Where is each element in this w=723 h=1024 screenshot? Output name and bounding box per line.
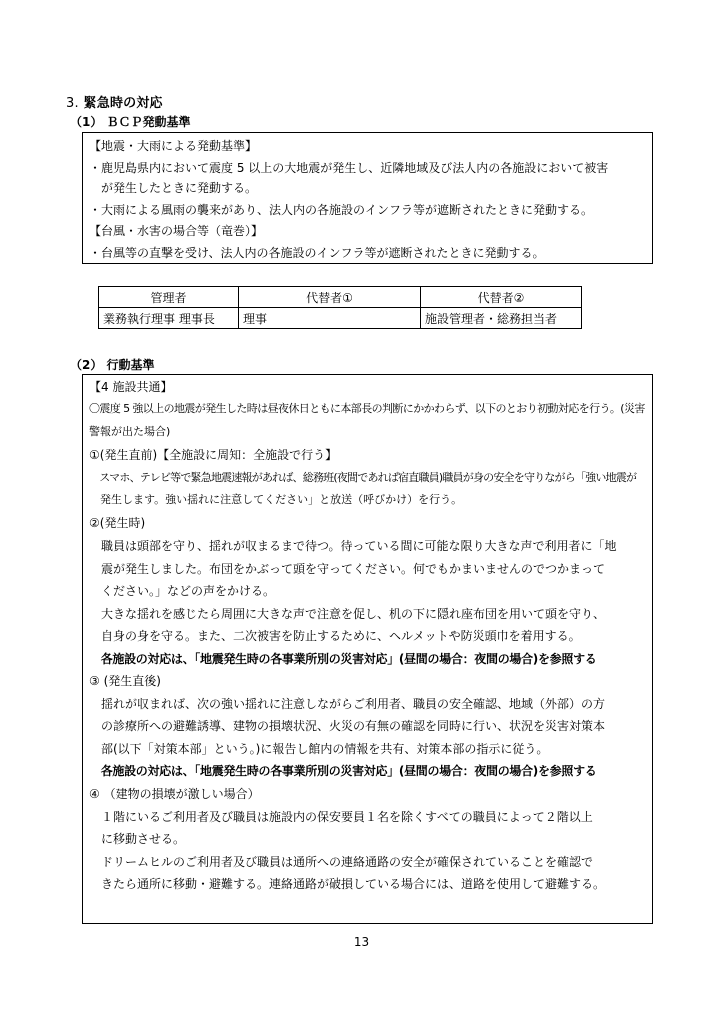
action-line: 各施設の対応は、「地震発生時の各事業所別の災害対応」(昼間の場合：夜間の場合)を参照する [89,652,597,666]
action-line: 自身の身を守る。また、二次被害を防止するために、ヘルメットや防災頭巾を着用する。 [89,629,581,643]
action-line: 【4 施設共通】 [89,380,173,394]
table-header: 代替者① [239,287,421,308]
action-line: に移動させる。 [89,832,186,846]
bcp-line: が発生したときに発動する。 [89,181,258,195]
action-line: 警報が出た場合) [89,425,171,438]
action-line: 揺れが収まれば、次の強い揺れに注意しながらご利用者、職員の安全確認、地域（外部）の方 [89,697,606,711]
table-row [99,308,582,329]
table-header: 管理者 [99,287,239,308]
action-line: ③ (発生直後) [89,674,161,688]
action-line: 職員は頭部を守り、揺れが収まるまで待つ。待っている間に可能な限り大きな声で利用者に「地 [89,539,617,553]
bcp-line: ・大雨による風雨の襲来があり、法人内の各施設のインフラ等が遮断されたときに発動する。 [89,203,594,217]
table-cell: 理事 [239,308,421,329]
action-line: ください。」などの声をかける。 [89,584,276,598]
action-line: 発生します。強い揺れに注意してください」と放送（呼びかけ）を行う。 [89,493,463,506]
bcp-heading: （1） ＢＣＰ発動基準 [70,115,191,129]
section-number: 3. [66,96,79,111]
action-line: 部(以下「対策本部」という。)に報告し館内の情報を共有、対策本部の指示に従う。 [89,742,549,756]
action-line: スマホ、テレビ等で緊急地震速報があれば、総務班(夜間であれば宿直職員)職員が身の安全を守りながら「強い地震が [89,471,637,484]
bcp-line: ・鹿児島県内において震度 5 以上の大地震が発生し、近隣地域及び法人内の各施設において被害 [89,161,609,175]
table-header: 代替者② [421,287,582,308]
action-line: 震が発生しました。布団をかぶって頭を守ってください。何でもかまいませんのでつかまって [89,562,606,576]
action-line: ②(発生時) [89,516,146,530]
action-line: の診療所への避難誘導、建物の損壊状況、火災の有無の確認を同時に行い、状況を災害対策本 [89,719,606,733]
page-number: 13 [353,935,370,949]
table-cell: 業務執行理事 理事長 [99,308,239,329]
action-line: 各施設の対応は、「地震発生時の各事業所別の災害対応」(昼間の場合：夜間の場合)を参照する [89,764,597,778]
section-title-text: 緊急時の対応 [83,96,163,111]
bcp-criteria-box [82,132,653,264]
section-title [66,92,163,111]
bcp-line: 【地震・大雨による発動基準】 [89,139,258,153]
action-line: きたら通所に移動・避難する。連絡通路が破損している場合には、道路を使用して避難する。 [89,877,606,891]
action-heading: （2） 行動基準 [70,358,155,372]
bcp-line: ・台風等の直撃を受け、法人内の各施設のインフラ等が遮断されたときに発動する。 [89,246,545,260]
action-line: １階にいるご利用者及び職員は施設内の保安要員１名を除くすべての職員によって２階以上 [89,810,593,824]
action-line: ドリームヒルのご利用者及び職員は通所への連絡通路の安全が確保されていることを確認で [89,855,594,869]
action-line: ④ （建物の損壊が激しい場合） [89,787,260,801]
manager-table [98,286,582,329]
action-criteria-box [82,374,653,924]
bcp-line: 【台風・水害の場合等（竜巻）】 [89,224,264,238]
action-line: 大きな揺れを感じたら周囲に大きな声で注意を促し、机の下に隠れ座布団を用いて頭を守り、 [89,607,606,621]
action-line: ①(発生直前)【全施設に周知：全施設で行う】 [89,448,338,462]
table-cell: 施設管理者・総務担当者 [421,308,582,329]
action-line: 〇震度 5 強以上の地震が発生した時は昼夜休日ともに本部長の判断にかかわらず、以下のとおり初動対応を行う。(災害 [89,402,645,415]
table-header-row [99,287,582,308]
